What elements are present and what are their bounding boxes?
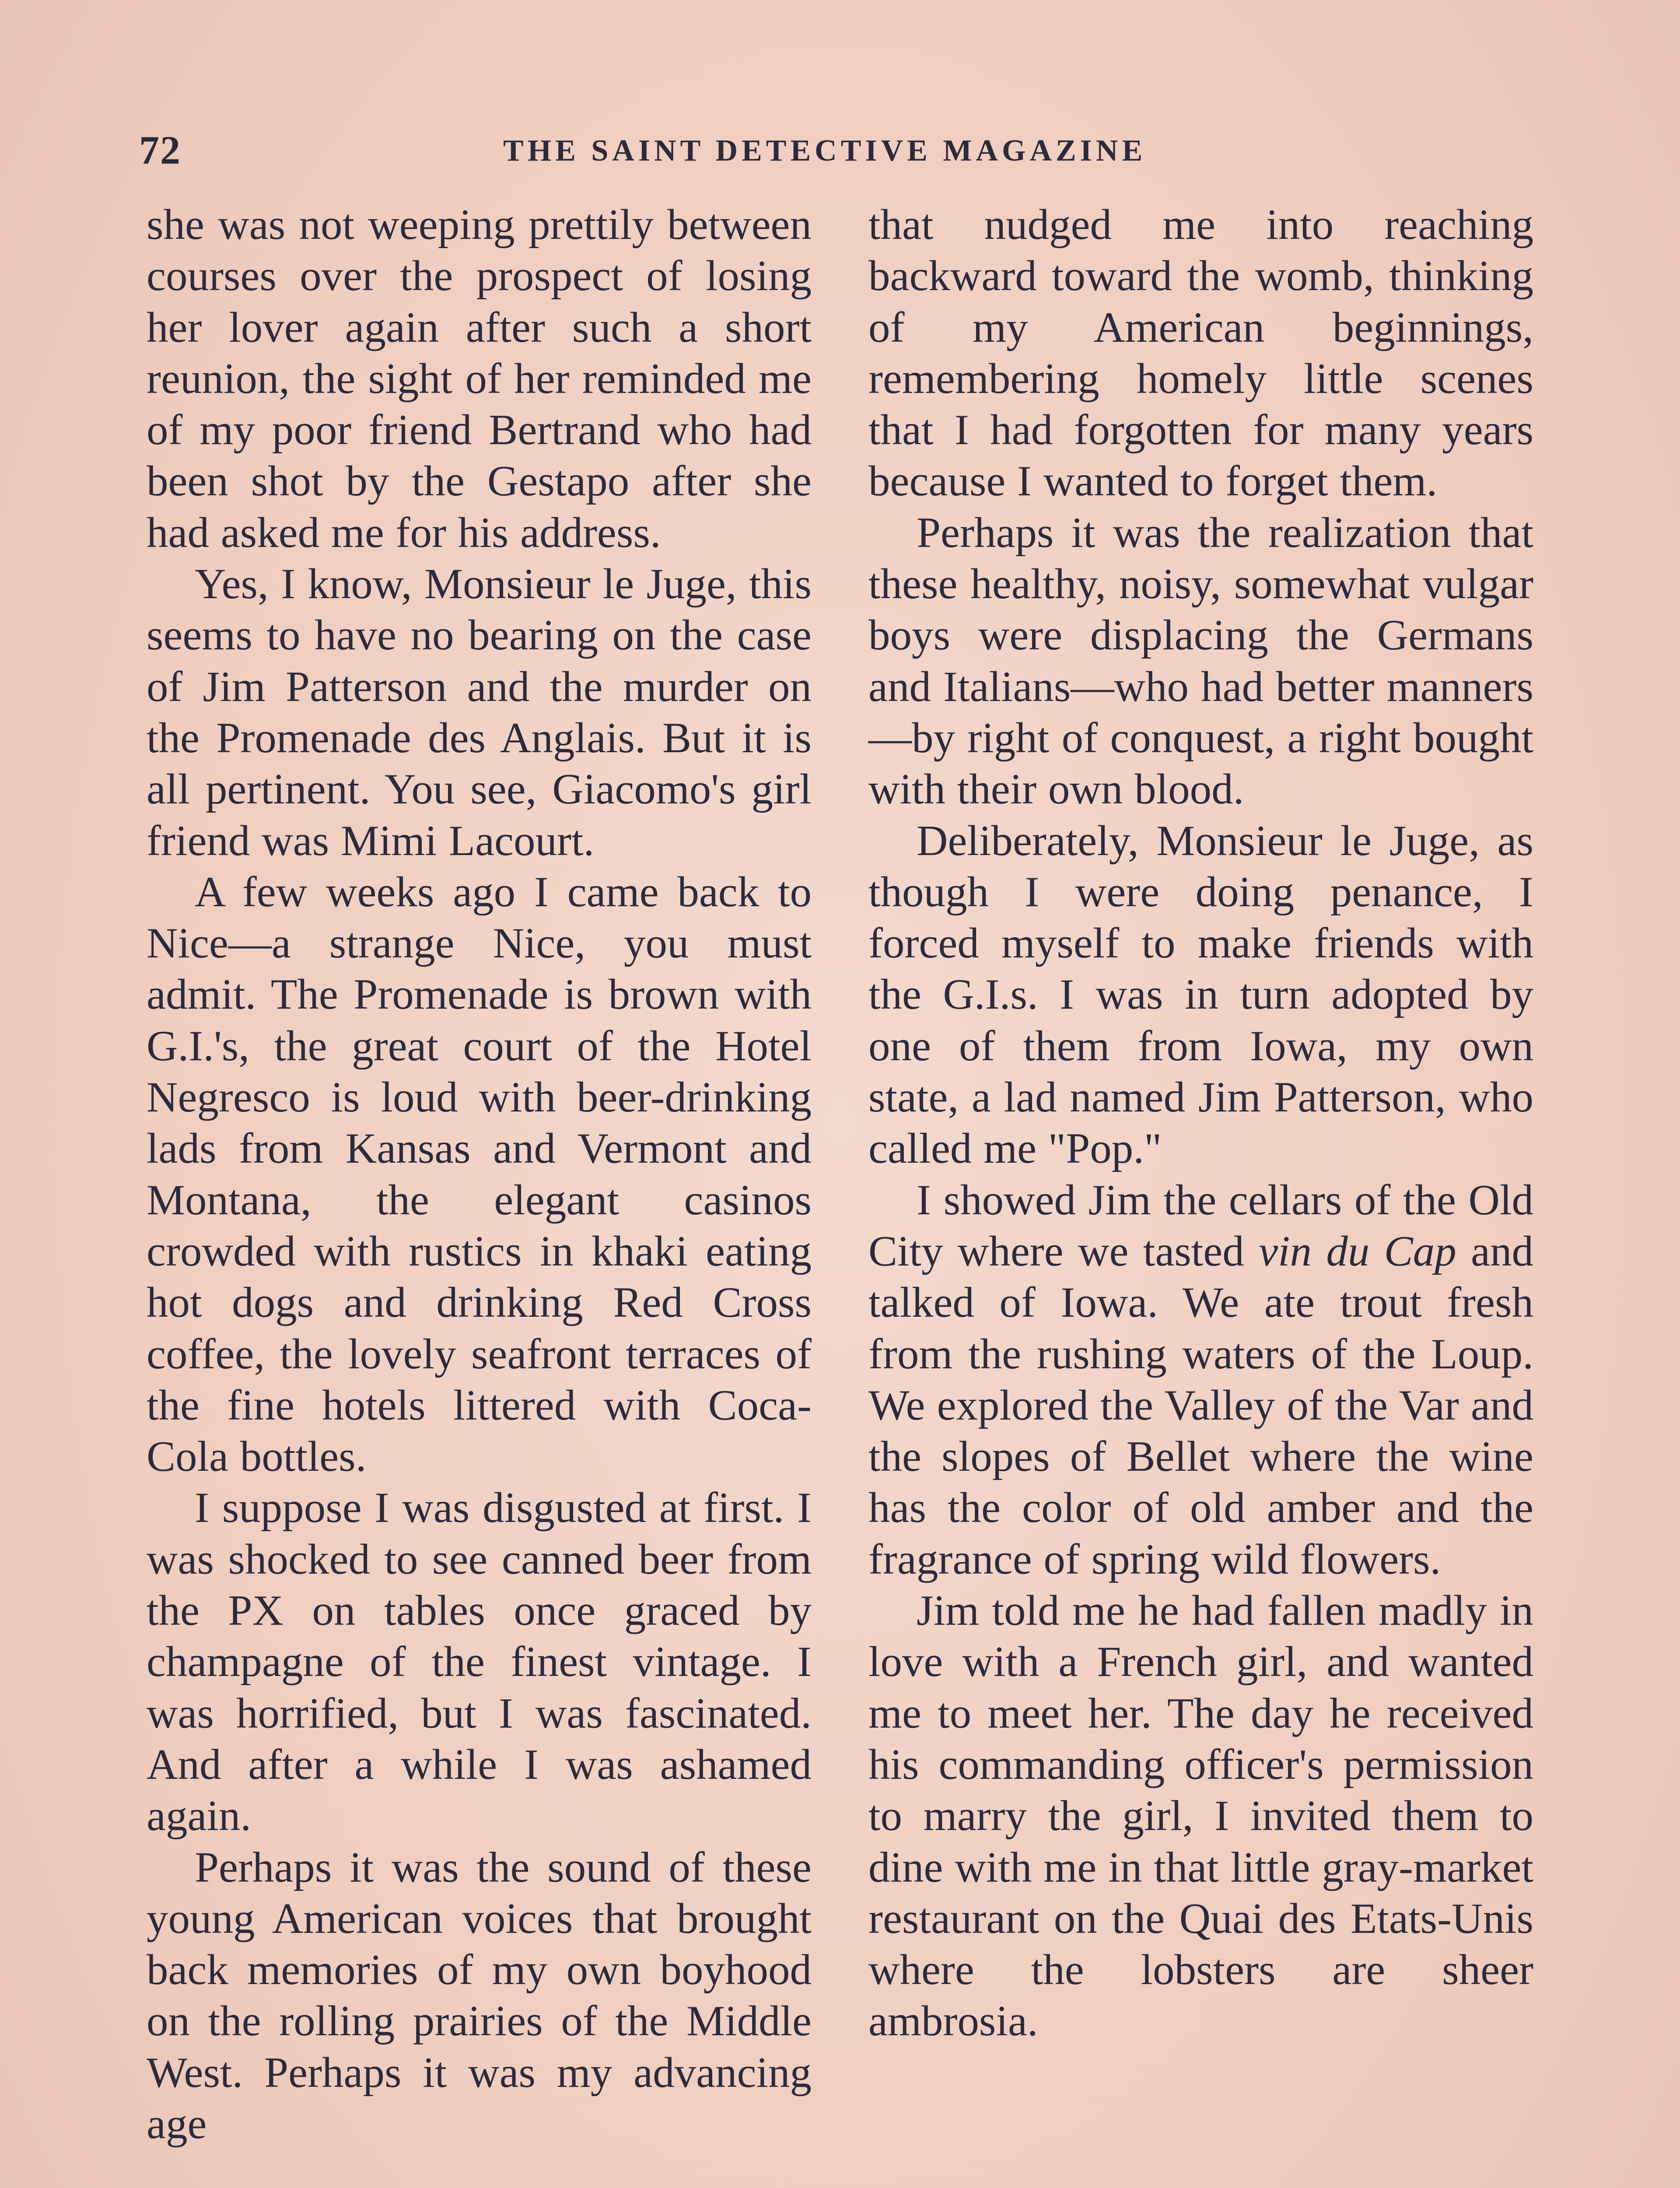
left-column	[147, 199, 812, 2149]
paragraph: Yes, I know, Monsieur le Juge, this seems to have no bearing on the case of Jim Patterson and the murder on the Promenade des Anglais. But it is all pertinent. You see, Giacomo's girl friend was Mimi Lacourt.	[147, 560, 812, 865]
page-number: 72	[139, 128, 181, 172]
paragraph: Deliberately, Monsieur le Juge, as though I were doing penance, I forced myself to make friends with the G.I.s. I was in turn adopted by one of them from Iowa, my own state, a lad named Jim Patterson, who called me "Pop."	[868, 817, 1533, 1173]
italic-phrase: vin du Cap	[1259, 1227, 1456, 1275]
paragraph: that nudged me into reaching backward toward the womb, thinking of my American beginnings, remembering homely little scenes that I had forgotten for many years because I wanted to forget them.	[868, 201, 1533, 505]
text-run: I showed Jim the cellars of the Old City where we tasted	[868, 1176, 1533, 1275]
paragraph: she was not weeping prettily between courses over the prospect of losing her lover again after such a short reunion, the sight of her reminded me of my poor friend Bertrand who had been shot by the Gestapo after she had asked me for his address.	[147, 201, 812, 557]
text-run: and talked of Iowa. We ate trout fresh from the rushing waters of the Loup. We explored the Valley of the Var and the slopes of Bellet where the wine has the color of old amber and the fragrance of spring wild flowers.	[868, 1227, 1533, 1583]
running-head: THE SAINT DETECTIVE MAGAZINE	[503, 134, 1147, 168]
paragraph: A few weeks ago I came back to Nice—a strange Nice, you must admit. The Promenade is brown with G.I.'s, the great court of the Hotel Negresco is loud with beer-drinking lads from Kansas and Vermont and Montana, the elegant casinos crowded with rustics in khaki eating hot dogs and drinking Red Cross coffee, the lovely seafront terraces of the fine hotels littered with Coca-Cola bottles.	[147, 868, 812, 1481]
paragraph	[868, 1175, 1533, 1585]
paragraph: Jim told me he had fallen madly in love with a French girl, and wanted me to meet her. The day he received his commanding officer's permission to marry the girl, I invited them to dine with me in that little gray-market restaurant on the Quai des Etats-Unis where the lobsters are sheer ambrosia.	[868, 1587, 1533, 2045]
paragraph: I suppose I was disgusted at first. I was shocked to see canned beer from the PX on tables once graced by champagne of the finest vintage. I was horrified, but I was fascinated. And after a while I was ashamed again.	[147, 1484, 812, 1840]
paragraph: Perhaps it was the sound of these young American voices that brought back memories of my own boyhood on the rolling prairies of the Middle West. Perhaps it was my advancing age	[147, 1843, 812, 2148]
right-column	[868, 199, 1533, 2047]
paragraph: Perhaps it was the realization that these healthy, noisy, somewhat vulgar boys were displacing the Germans and Italians—who had better manners—by right of conquest, a right bought with their own blood.	[868, 508, 1533, 813]
